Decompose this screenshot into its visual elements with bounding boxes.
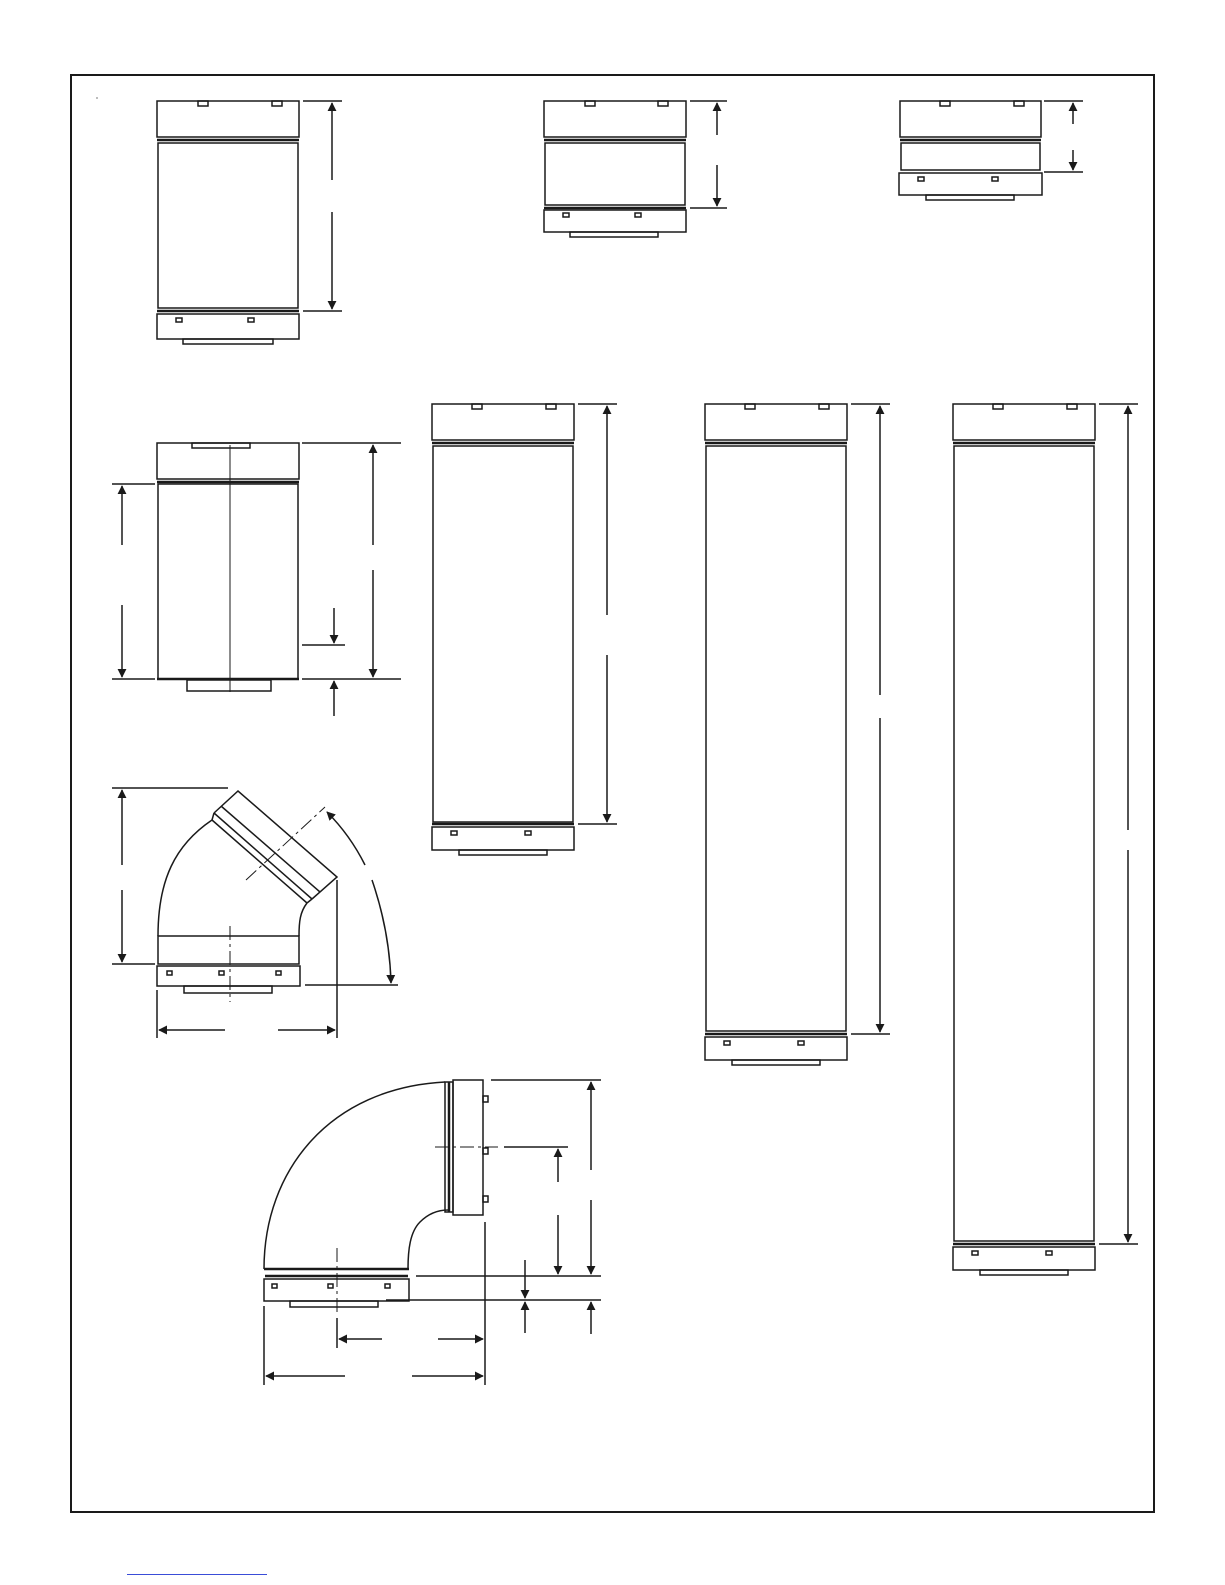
elbow-45 [157,791,337,1002]
pipe-length-c-dimension [1044,101,1083,172]
pipe-length-a-dimension [303,101,342,311]
pipe-length-f-dimension [1099,404,1138,1244]
pipe-length-f [953,404,1095,1275]
elbow-45-dimensions [112,788,398,1038]
elbow-90-dimensions [264,1080,601,1385]
pipe-length-a [157,101,299,344]
link-underline[interactable] [127,1574,267,1575]
elbow-90 [264,1080,498,1316]
pipe-length-c [899,101,1042,200]
pipe-length-b [544,101,686,237]
pipe-length-b-dimension [690,101,727,208]
pipe-length-d [432,404,574,855]
stray-dot [96,97,97,98]
pipe-length-d-dimension [578,404,617,824]
pipe-length-e [705,404,847,1065]
page-border [71,75,1154,1512]
adjustable-pipe [157,443,299,692]
pipe-length-e-dimension [851,404,890,1034]
